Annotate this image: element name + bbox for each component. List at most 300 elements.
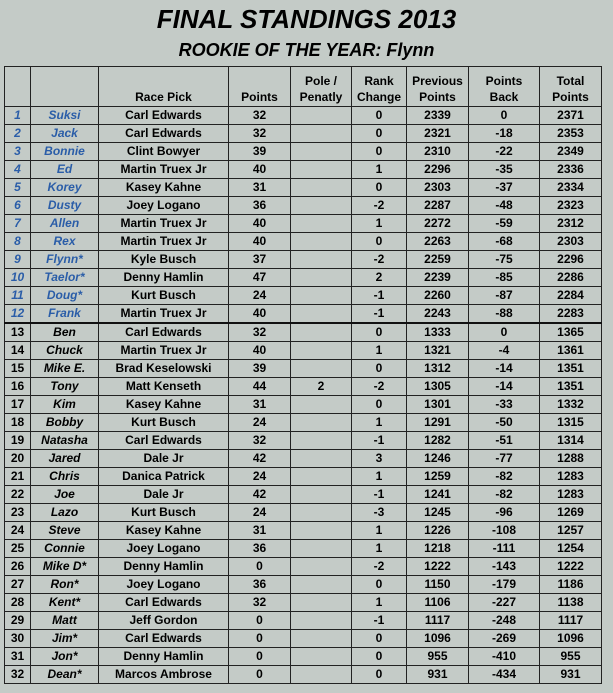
- points-cell: 40: [229, 305, 291, 324]
- race-pick-cell: Kasey Kahne: [99, 179, 229, 197]
- points-cell: 40: [229, 233, 291, 251]
- race-pick-cell: Denny Hamlin: [99, 558, 229, 576]
- name-cell: Chuck: [31, 342, 99, 360]
- rank-change-cell: -1: [352, 612, 407, 630]
- previous-points-cell: 1312: [407, 360, 469, 378]
- standings-table: [4, 66, 602, 684]
- table-row: [5, 612, 602, 630]
- name-cell: Mike E.: [31, 360, 99, 378]
- pole-penalty-cell: [291, 432, 352, 450]
- previous-points-cell: 1117: [407, 612, 469, 630]
- table-row: [5, 179, 602, 197]
- total-points-cell: 1283: [540, 486, 602, 504]
- rank-cell: 17: [5, 396, 31, 414]
- pole-penalty-cell: [291, 125, 352, 143]
- total-points-cell: 1365: [540, 323, 602, 342]
- race-pick-cell: Matt Kenseth: [99, 378, 229, 396]
- points-back-cell: -82: [469, 468, 540, 486]
- rank-change-cell: 1: [352, 468, 407, 486]
- race-pick-cell: Dale Jr: [99, 450, 229, 468]
- pole-penalty-cell: [291, 342, 352, 360]
- rank-change-cell: 0: [352, 648, 407, 666]
- rank-cell: 8: [5, 233, 31, 251]
- rank-cell: 19: [5, 432, 31, 450]
- table-row: [5, 540, 602, 558]
- rank-cell: 3: [5, 143, 31, 161]
- previous-points-cell: 931: [407, 666, 469, 684]
- name-cell: Flynn*: [31, 251, 99, 269]
- points-cell: 44: [229, 378, 291, 396]
- total-points-cell: 1096: [540, 630, 602, 648]
- total-points-cell: 2336: [540, 161, 602, 179]
- previous-points-cell: 2243: [407, 305, 469, 324]
- previous-points-cell: 1150: [407, 576, 469, 594]
- race-pick-cell: Carl Edwards: [99, 125, 229, 143]
- points-cell: 36: [229, 197, 291, 215]
- table-row: [5, 576, 602, 594]
- rank-cell: 16: [5, 378, 31, 396]
- header-points-back: Points Back: [469, 67, 540, 107]
- points-back-cell: -85: [469, 269, 540, 287]
- previous-points-cell: 2259: [407, 251, 469, 269]
- name-cell: Bonnie: [31, 143, 99, 161]
- rank-change-cell: 0: [352, 396, 407, 414]
- rank-change-cell: -1: [352, 486, 407, 504]
- previous-points-cell: 1333: [407, 323, 469, 342]
- header-row: [5, 67, 602, 107]
- race-pick-cell: Carl Edwards: [99, 323, 229, 342]
- points-cell: 0: [229, 612, 291, 630]
- previous-points-cell: 1226: [407, 522, 469, 540]
- rank-change-cell: 2: [352, 269, 407, 287]
- header-rank: [5, 67, 31, 107]
- race-pick-cell: Martin Truex Jr: [99, 215, 229, 233]
- pole-penalty-cell: [291, 269, 352, 287]
- points-back-cell: -75: [469, 251, 540, 269]
- rank-change-cell: -1: [352, 432, 407, 450]
- name-cell: Suksi: [31, 107, 99, 125]
- rank-cell: 1: [5, 107, 31, 125]
- total-points-cell: 1351: [540, 378, 602, 396]
- rank-cell: 29: [5, 612, 31, 630]
- name-cell: Chris: [31, 468, 99, 486]
- page-title: FINAL STANDINGS 2013: [156, 4, 457, 34]
- total-points-cell: 2323: [540, 197, 602, 215]
- rank-cell: 28: [5, 594, 31, 612]
- name-cell: Kim: [31, 396, 99, 414]
- table-row: [5, 305, 602, 324]
- pole-penalty-cell: [291, 648, 352, 666]
- table-row: [5, 378, 602, 396]
- table-row: [5, 215, 602, 233]
- pole-penalty-cell: [291, 305, 352, 324]
- points-back-cell: 0: [469, 323, 540, 342]
- points-back-cell: -50: [469, 414, 540, 432]
- points-cell: 32: [229, 432, 291, 450]
- pole-penalty-cell: [291, 414, 352, 432]
- standings-body: [5, 107, 602, 684]
- pole-penalty-cell: [291, 396, 352, 414]
- points-cell: 24: [229, 468, 291, 486]
- table-row: [5, 125, 602, 143]
- previous-points-cell: 1259: [407, 468, 469, 486]
- race-pick-cell: Carl Edwards: [99, 630, 229, 648]
- rank-cell: 6: [5, 197, 31, 215]
- total-points-cell: 1332: [540, 396, 602, 414]
- rank-cell: 9: [5, 251, 31, 269]
- table-row: [5, 396, 602, 414]
- header-race-pick: Race Pick: [99, 67, 229, 107]
- pole-penalty-cell: [291, 504, 352, 522]
- previous-points-cell: 1218: [407, 540, 469, 558]
- points-back-cell: 0: [469, 107, 540, 125]
- previous-points-cell: 2310: [407, 143, 469, 161]
- rank-change-cell: 0: [352, 630, 407, 648]
- rank-change-cell: 1: [352, 161, 407, 179]
- rank-cell: 31: [5, 648, 31, 666]
- previous-points-cell: 2263: [407, 233, 469, 251]
- pole-penalty-cell: [291, 197, 352, 215]
- race-pick-cell: Clint Bowyer: [99, 143, 229, 161]
- total-points-cell: 2371: [540, 107, 602, 125]
- table-row: [5, 323, 602, 342]
- previous-points-cell: 2287: [407, 197, 469, 215]
- points-cell: 0: [229, 648, 291, 666]
- race-pick-cell: Joey Logano: [99, 540, 229, 558]
- points-back-cell: -4: [469, 342, 540, 360]
- rank-change-cell: 0: [352, 360, 407, 378]
- pole-penalty-cell: [291, 558, 352, 576]
- race-pick-cell: Jeff Gordon: [99, 612, 229, 630]
- total-points-cell: 955: [540, 648, 602, 666]
- table-row: [5, 486, 602, 504]
- total-points-cell: 1288: [540, 450, 602, 468]
- rank-change-cell: 1: [352, 522, 407, 540]
- race-pick-cell: Kasey Kahne: [99, 396, 229, 414]
- points-back-cell: -269: [469, 630, 540, 648]
- total-points-cell: 2349: [540, 143, 602, 161]
- points-back-cell: -59: [469, 215, 540, 233]
- name-cell: Mike D*: [31, 558, 99, 576]
- race-pick-cell: Martin Truex Jr: [99, 161, 229, 179]
- points-back-cell: -77: [469, 450, 540, 468]
- rank-change-cell: 1: [352, 215, 407, 233]
- rank-change-cell: 3: [352, 450, 407, 468]
- table-row: [5, 251, 602, 269]
- name-cell: Korey: [31, 179, 99, 197]
- points-back-cell: -87: [469, 287, 540, 305]
- name-cell: Dean*: [31, 666, 99, 684]
- rank-cell: 15: [5, 360, 31, 378]
- pole-penalty-cell: [291, 594, 352, 612]
- points-back-cell: -88: [469, 305, 540, 324]
- table-row: [5, 522, 602, 540]
- rank-change-cell: -2: [352, 558, 407, 576]
- race-pick-cell: Kurt Busch: [99, 414, 229, 432]
- previous-points-cell: 2296: [407, 161, 469, 179]
- total-points-cell: 931: [540, 666, 602, 684]
- rank-change-cell: 0: [352, 143, 407, 161]
- points-cell: 24: [229, 414, 291, 432]
- points-cell: 32: [229, 594, 291, 612]
- previous-points-cell: 2239: [407, 269, 469, 287]
- name-cell: Tony: [31, 378, 99, 396]
- points-cell: 0: [229, 558, 291, 576]
- points-back-cell: -48: [469, 197, 540, 215]
- table-row: [5, 360, 602, 378]
- points-back-cell: -108: [469, 522, 540, 540]
- rank-change-cell: 0: [352, 576, 407, 594]
- name-cell: Lazo: [31, 504, 99, 522]
- header-points: Points: [229, 67, 291, 107]
- total-points-cell: 2286: [540, 269, 602, 287]
- previous-points-cell: 1301: [407, 396, 469, 414]
- total-points-cell: 1222: [540, 558, 602, 576]
- pole-penalty-cell: [291, 287, 352, 305]
- table-row: [5, 107, 602, 125]
- rank-cell: 23: [5, 504, 31, 522]
- previous-points-cell: 1245: [407, 504, 469, 522]
- total-points-cell: 2296: [540, 251, 602, 269]
- total-points-cell: 2334: [540, 179, 602, 197]
- rank-cell: 12: [5, 305, 31, 324]
- race-pick-cell: Carl Edwards: [99, 107, 229, 125]
- rank-cell: 27: [5, 576, 31, 594]
- previous-points-cell: 955: [407, 648, 469, 666]
- name-cell: Dusty: [31, 197, 99, 215]
- name-cell: Doug*: [31, 287, 99, 305]
- rank-change-cell: 1: [352, 342, 407, 360]
- rank-cell: 2: [5, 125, 31, 143]
- points-cell: 31: [229, 522, 291, 540]
- pole-penalty-cell: [291, 612, 352, 630]
- table-row: [5, 504, 602, 522]
- race-pick-cell: Kyle Busch: [99, 251, 229, 269]
- rank-cell: 14: [5, 342, 31, 360]
- rank-cell: 5: [5, 179, 31, 197]
- total-points-cell: 2303: [540, 233, 602, 251]
- race-pick-cell: Brad Keselowski: [99, 360, 229, 378]
- table-row: [5, 233, 602, 251]
- previous-points-cell: 1241: [407, 486, 469, 504]
- previous-points-cell: 1282: [407, 432, 469, 450]
- pole-penalty-cell: [291, 522, 352, 540]
- previous-points-cell: 1246: [407, 450, 469, 468]
- pole-penalty-cell: [291, 666, 352, 684]
- points-back-cell: -434: [469, 666, 540, 684]
- points-cell: 36: [229, 540, 291, 558]
- points-cell: 32: [229, 107, 291, 125]
- points-back-cell: -33: [469, 396, 540, 414]
- table-row: [5, 432, 602, 450]
- total-points-cell: 2353: [540, 125, 602, 143]
- rank-cell: 30: [5, 630, 31, 648]
- page-subtitle: ROOKIE OF THE YEAR: Flynn: [178, 40, 435, 60]
- total-points-cell: 1186: [540, 576, 602, 594]
- rank-change-cell: -1: [352, 305, 407, 324]
- race-pick-cell: Denny Hamlin: [99, 648, 229, 666]
- points-cell: 0: [229, 630, 291, 648]
- name-cell: Rex: [31, 233, 99, 251]
- pole-penalty-cell: [291, 323, 352, 342]
- table-row: [5, 161, 602, 179]
- table-row: [5, 630, 602, 648]
- pole-penalty-cell: 2: [291, 378, 352, 396]
- name-cell: Allen: [31, 215, 99, 233]
- table-row: [5, 197, 602, 215]
- pole-penalty-cell: [291, 576, 352, 594]
- name-cell: Steve: [31, 522, 99, 540]
- race-pick-cell: Joey Logano: [99, 576, 229, 594]
- table-row: [5, 666, 602, 684]
- previous-points-cell: 1321: [407, 342, 469, 360]
- name-cell: Ben: [31, 323, 99, 342]
- total-points-cell: 1254: [540, 540, 602, 558]
- rank-cell: 26: [5, 558, 31, 576]
- rank-change-cell: 0: [352, 666, 407, 684]
- table-row: [5, 414, 602, 432]
- rank-change-cell: 0: [352, 179, 407, 197]
- race-pick-cell: Kasey Kahne: [99, 522, 229, 540]
- rank-cell: 21: [5, 468, 31, 486]
- table-row: [5, 287, 602, 305]
- points-cell: 37: [229, 251, 291, 269]
- pole-penalty-cell: [291, 540, 352, 558]
- rank-cell: 18: [5, 414, 31, 432]
- pole-penalty-cell: [291, 630, 352, 648]
- name-cell: Frank: [31, 305, 99, 324]
- pole-penalty-cell: [291, 107, 352, 125]
- points-back-cell: -410: [469, 648, 540, 666]
- table-row: [5, 558, 602, 576]
- points-back-cell: -51: [469, 432, 540, 450]
- pole-penalty-cell: [291, 251, 352, 269]
- points-cell: 42: [229, 450, 291, 468]
- table-row: [5, 450, 602, 468]
- name-cell: Ed: [31, 161, 99, 179]
- rank-cell: 22: [5, 486, 31, 504]
- points-back-cell: -14: [469, 360, 540, 378]
- previous-points-cell: 1305: [407, 378, 469, 396]
- points-cell: 31: [229, 396, 291, 414]
- race-pick-cell: Carl Edwards: [99, 432, 229, 450]
- name-cell: Bobby: [31, 414, 99, 432]
- rank-cell: 25: [5, 540, 31, 558]
- previous-points-cell: 2321: [407, 125, 469, 143]
- pole-penalty-cell: [291, 179, 352, 197]
- rank-change-cell: 0: [352, 125, 407, 143]
- points-cell: 39: [229, 360, 291, 378]
- points-cell: 42: [229, 486, 291, 504]
- name-cell: Jack: [31, 125, 99, 143]
- points-back-cell: -111: [469, 540, 540, 558]
- rank-cell: 20: [5, 450, 31, 468]
- previous-points-cell: 1222: [407, 558, 469, 576]
- points-back-cell: -22: [469, 143, 540, 161]
- points-cell: 40: [229, 215, 291, 233]
- points-cell: 32: [229, 323, 291, 342]
- points-cell: 0: [229, 666, 291, 684]
- points-cell: 47: [229, 269, 291, 287]
- pole-penalty-cell: [291, 143, 352, 161]
- points-cell: 32: [229, 125, 291, 143]
- points-back-cell: -248: [469, 612, 540, 630]
- rank-change-cell: -1: [352, 287, 407, 305]
- rank-cell: 10: [5, 269, 31, 287]
- previous-points-cell: 2303: [407, 179, 469, 197]
- rank-change-cell: -2: [352, 251, 407, 269]
- header-previous-points: Previous Points: [407, 67, 469, 107]
- total-points-cell: 2283: [540, 305, 602, 324]
- points-back-cell: -96: [469, 504, 540, 522]
- table-row: [5, 143, 602, 161]
- rank-change-cell: 0: [352, 233, 407, 251]
- points-cell: 24: [229, 504, 291, 522]
- table-row: [5, 342, 602, 360]
- points-back-cell: -68: [469, 233, 540, 251]
- total-points-cell: 1351: [540, 360, 602, 378]
- pole-penalty-cell: [291, 233, 352, 251]
- total-points-cell: 2284: [540, 287, 602, 305]
- name-cell: Matt: [31, 612, 99, 630]
- table-row: [5, 594, 602, 612]
- points-back-cell: -143: [469, 558, 540, 576]
- header-name: [31, 67, 99, 107]
- name-cell: Connie: [31, 540, 99, 558]
- name-cell: Taelor*: [31, 269, 99, 287]
- name-cell: Natasha: [31, 432, 99, 450]
- total-points-cell: 1315: [540, 414, 602, 432]
- total-points-cell: 1138: [540, 594, 602, 612]
- points-cell: 40: [229, 342, 291, 360]
- rank-cell: 24: [5, 522, 31, 540]
- rank-cell: 7: [5, 215, 31, 233]
- rank-cell: 32: [5, 666, 31, 684]
- points-cell: 24: [229, 287, 291, 305]
- name-cell: Kent*: [31, 594, 99, 612]
- total-points-cell: 1314: [540, 432, 602, 450]
- total-points-cell: 1283: [540, 468, 602, 486]
- name-cell: Ron*: [31, 576, 99, 594]
- points-back-cell: -35: [469, 161, 540, 179]
- total-points-cell: 1269: [540, 504, 602, 522]
- header-pole-penalty: Pole / Penatly: [291, 67, 352, 107]
- pole-penalty-cell: [291, 360, 352, 378]
- table-row: [5, 648, 602, 666]
- rank-change-cell: -2: [352, 378, 407, 396]
- table-row: [5, 269, 602, 287]
- pole-penalty-cell: [291, 486, 352, 504]
- rank-change-cell: 0: [352, 107, 407, 125]
- points-back-cell: -82: [469, 486, 540, 504]
- rank-change-cell: 0: [352, 323, 407, 342]
- points-cell: 31: [229, 179, 291, 197]
- table-row: [5, 468, 602, 486]
- race-pick-cell: Joey Logano: [99, 197, 229, 215]
- race-pick-cell: Kurt Busch: [99, 287, 229, 305]
- previous-points-cell: 2260: [407, 287, 469, 305]
- rank-cell: 13: [5, 323, 31, 342]
- pole-penalty-cell: [291, 215, 352, 233]
- points-back-cell: -18: [469, 125, 540, 143]
- total-points-cell: 1257: [540, 522, 602, 540]
- points-cell: 40: [229, 161, 291, 179]
- previous-points-cell: 1096: [407, 630, 469, 648]
- race-pick-cell: Marcos Ambrose: [99, 666, 229, 684]
- header-total-points: Total Points: [540, 67, 602, 107]
- race-pick-cell: Dale Jr: [99, 486, 229, 504]
- points-back-cell: -179: [469, 576, 540, 594]
